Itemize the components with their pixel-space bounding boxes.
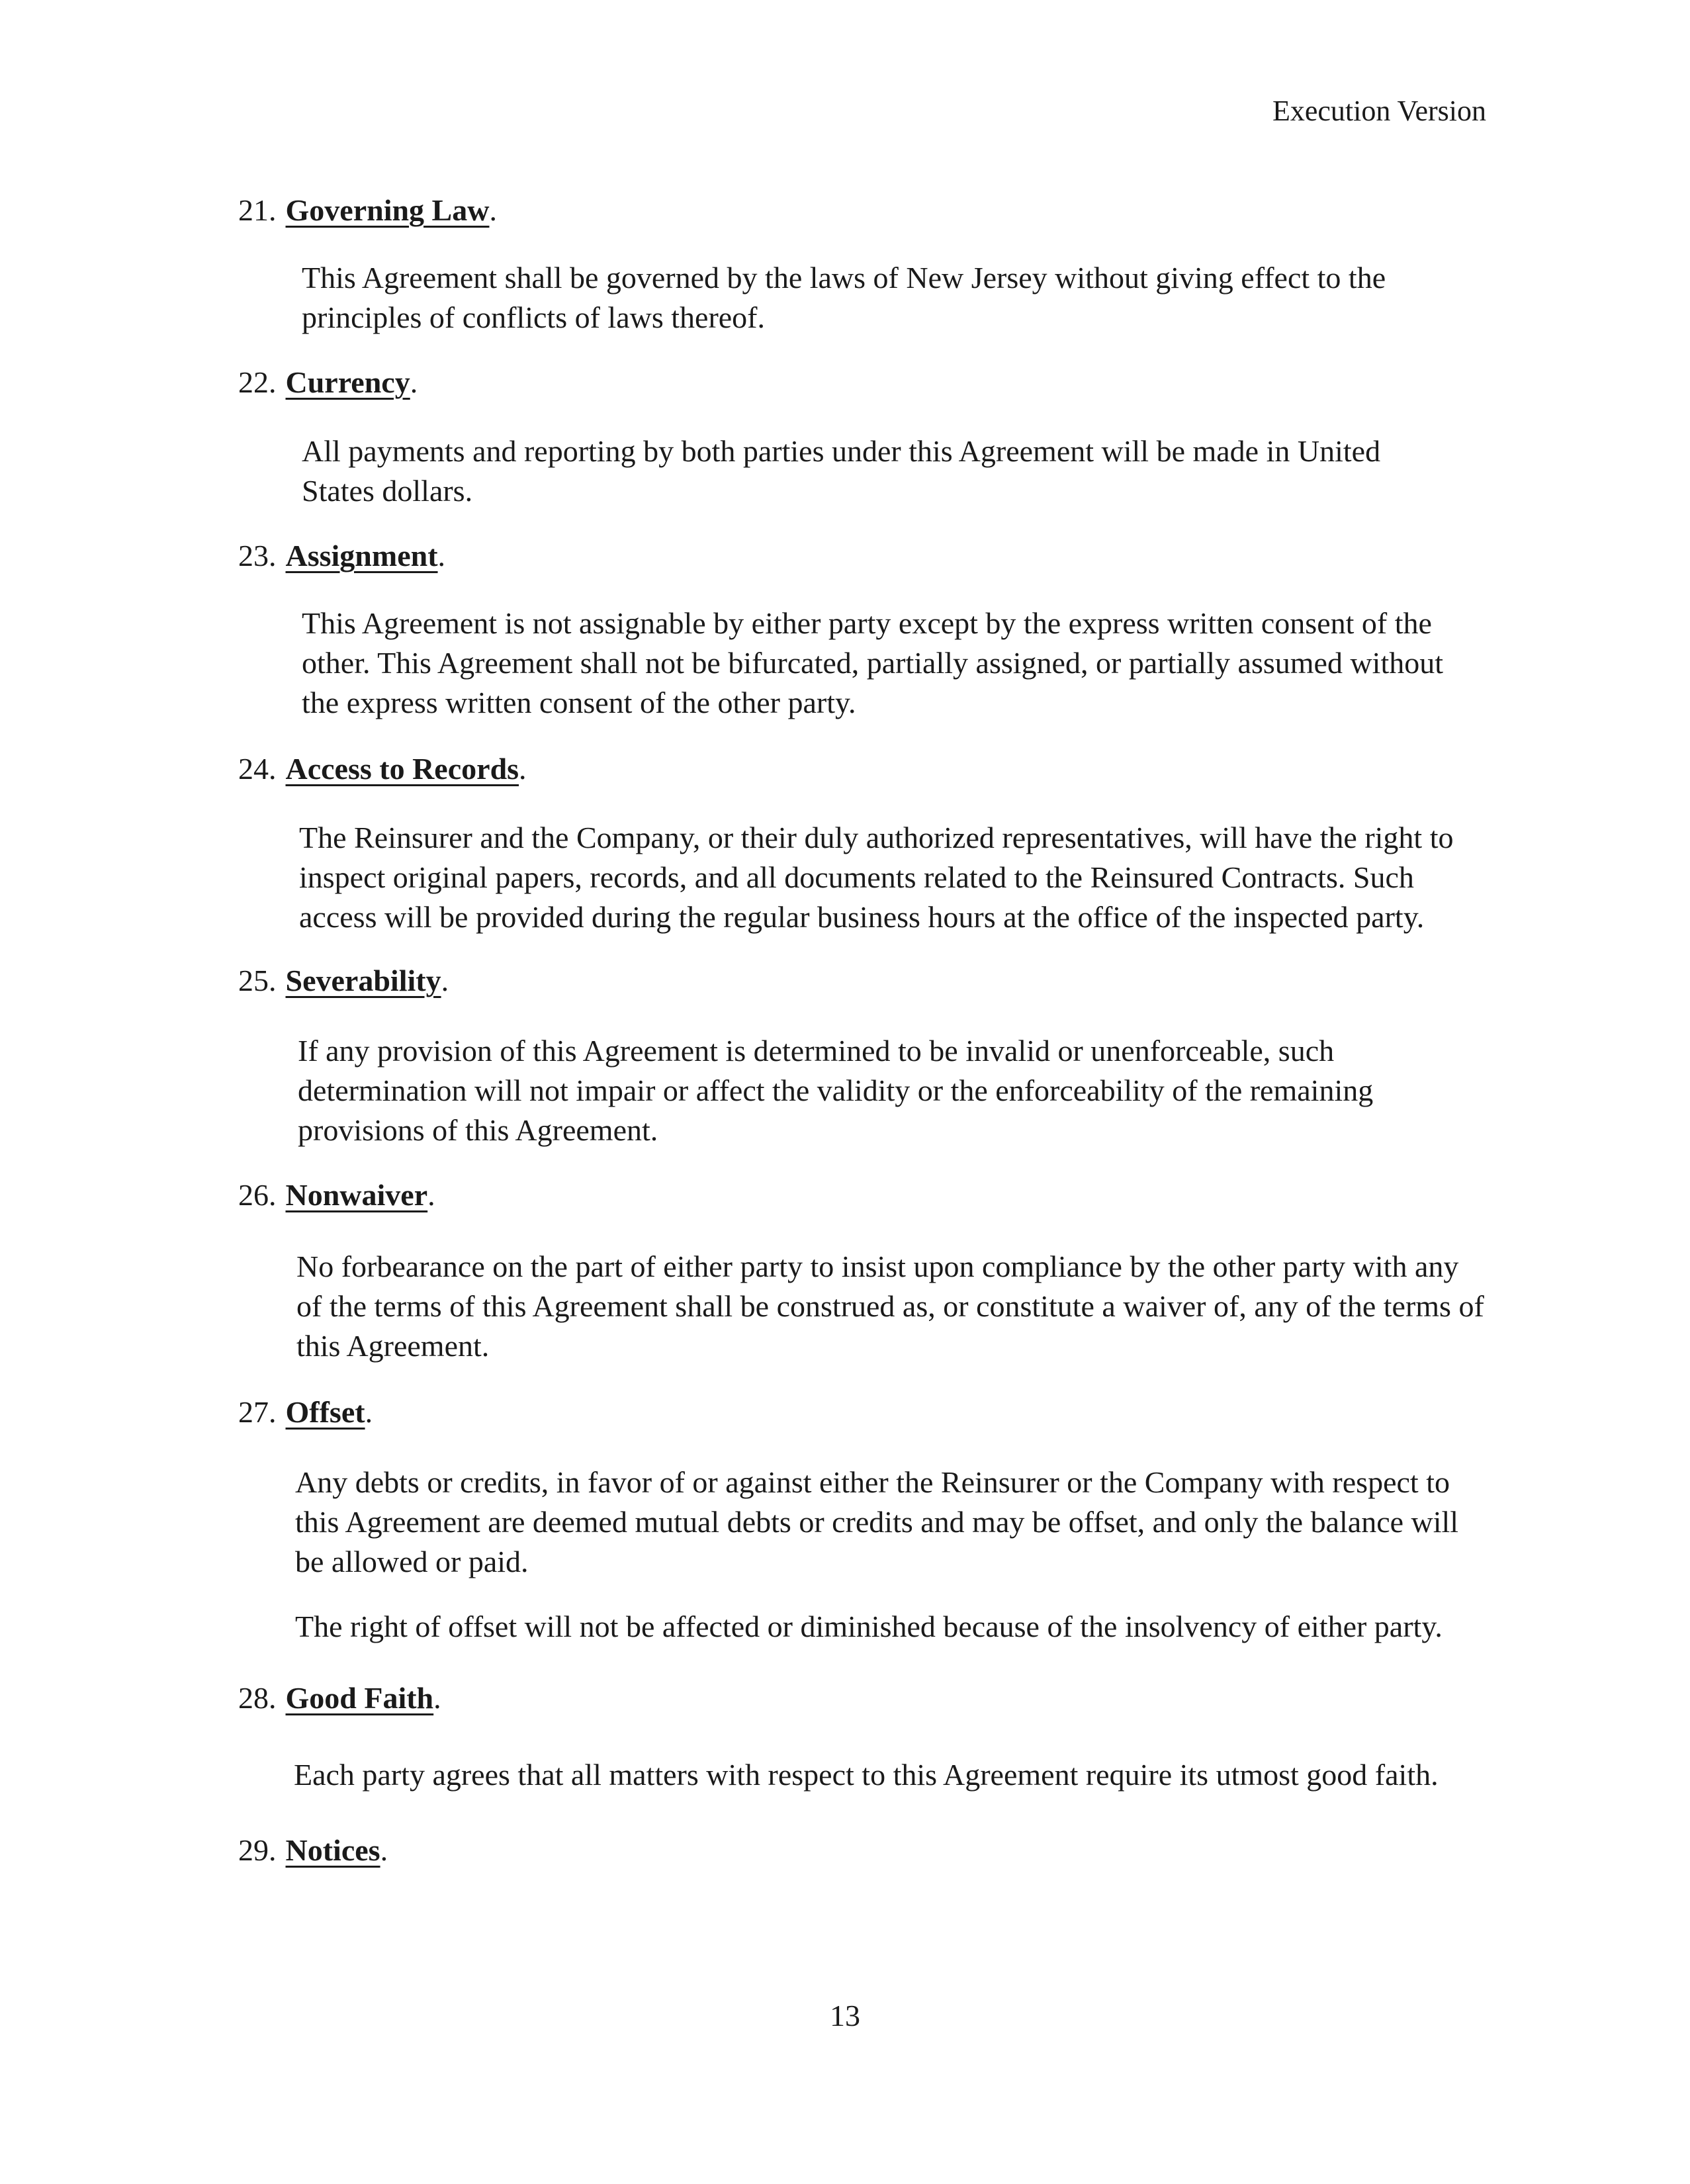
section-number: 27. <box>238 1395 277 1429</box>
section-number: 23. <box>238 539 277 572</box>
section-title: Assignment <box>285 539 438 572</box>
section-number: 25. <box>238 964 277 997</box>
section-heading: 28. Good Faith. <box>238 1678 1495 1718</box>
section-25 <box>238 961 1495 1001</box>
section-title: Severability <box>285 964 441 997</box>
section-heading: 29. Notices. <box>238 1831 1495 1870</box>
section-title: Access to Records <box>285 752 519 786</box>
section-number: 26. <box>238 1178 277 1212</box>
section-number: 24. <box>238 752 277 786</box>
section-heading: 23. Assignment. <box>238 536 1495 576</box>
section-heading: 24. Access to Records. <box>238 749 1495 789</box>
section-24 <box>238 749 1495 789</box>
section-paragraph: This Agreement shall be governed by the laws of New Jersey without giving effect to the principles of conflicts of laws thereof. <box>302 261 1386 334</box>
section-heading: 22. Currency. <box>238 363 1495 402</box>
section-paragraph: All payments and reporting by both parties under this Agreement will be made in United States dollars. <box>302 434 1381 508</box>
section-heading: 25. Severability. <box>238 961 1495 1001</box>
section-number: 21. <box>238 193 277 227</box>
section-heading: 21. Governing Law. <box>238 191 1495 230</box>
section-26 <box>238 1175 1495 1215</box>
section-title: Currency <box>285 365 410 399</box>
section-paragraph: Each party agrees that all matters with respect to this Agreement require its utmost good faith. <box>294 1758 1439 1792</box>
section-28 <box>238 1678 1495 1718</box>
section-number: 22. <box>238 365 277 399</box>
section-number: 29. <box>238 1833 277 1867</box>
section-paragraph: The right of offset will not be affected or diminished because of the insolvency of either party. <box>295 1610 1443 1643</box>
page-number: 13 <box>830 1999 860 2032</box>
section-paragraph: This Agreement is not assignable by either party except by the express written consent of the other. This Agreement shall not be bifurcated, partially assigned, or partially assumed without the express written consent of the other party. <box>302 606 1444 719</box>
section-23 <box>238 536 1495 576</box>
section-title: Nonwaiver <box>285 1178 428 1212</box>
section-27 <box>238 1392 1495 1432</box>
section-21 <box>238 191 1495 230</box>
section-number: 28. <box>238 1681 277 1715</box>
section-heading: 26. Nonwaiver. <box>238 1175 1495 1215</box>
section-paragraph: No forbearance on the part of either party to insist upon compliance by the other party with any of the terms of this Agreement shall be construed as, or constitute a waiver of, any of the terms of this Agreement. <box>296 1250 1484 1363</box>
section-paragraph: If any provision of this Agreement is determined to be invalid or unenforceable, such determination will not impair or affect the validity or the enforceability of the remaining provisions of this Agreement. <box>298 1034 1374 1147</box>
section-22 <box>238 363 1495 402</box>
section-heading: 27. Offset. <box>238 1392 1495 1432</box>
section-title: Notices <box>285 1833 380 1867</box>
section-paragraph: Any debts or credits, in favor of or against either the Reinsurer or the Company with respect to this Agreement are deemed mutual debts or credits and may be offset, and only the balance will be allowed or paid. <box>295 1465 1459 1578</box>
section-title: Good Faith <box>285 1681 434 1715</box>
execution-version-label: Execution Version <box>1272 95 1486 127</box>
section-title: Offset <box>285 1395 365 1429</box>
section-29 <box>238 1831 1495 1870</box>
section-title: Governing Law <box>285 193 490 227</box>
section-paragraph: The Reinsurer and the Company, or their duly authorized representatives, will have the right to inspect original papers, records, and all documents related to the Reinsured Contracts. Such access will be provided during the regular business hours at the office of the inspected party. <box>299 821 1454 934</box>
